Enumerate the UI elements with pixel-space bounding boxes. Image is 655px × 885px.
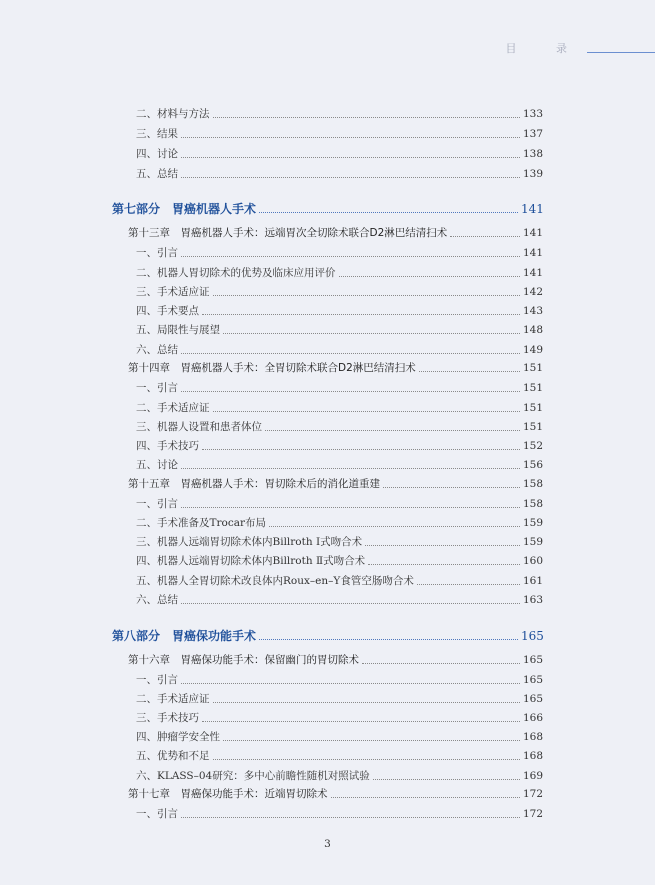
toc-item-row[interactable] — [0, 105, 655, 121]
dot-leader — [365, 544, 520, 546]
toc-page-number: 165 — [523, 674, 544, 686]
toc-page-number: 151 — [523, 421, 544, 433]
toc-page-number: 172 — [523, 788, 544, 800]
toc-item-row[interactable] — [0, 264, 655, 280]
dot-leader — [181, 255, 520, 257]
toc-page-number: 151 — [523, 402, 544, 414]
dot-leader — [213, 758, 521, 760]
toc-entry-title: 四、手术技巧 — [136, 440, 199, 452]
dot-leader — [181, 390, 520, 392]
dot-leader — [269, 525, 520, 527]
toc-part-row[interactable] — [0, 625, 655, 643]
toc-item-row[interactable] — [0, 418, 655, 434]
toc-item-row[interactable] — [0, 533, 655, 549]
dot-leader — [362, 662, 520, 664]
toc-page-number: 168 — [523, 750, 544, 762]
toc-entry-title: 第十三章 胃癌机器人手术：远端胃次全切除术联合D2淋巴结清扫术 — [128, 227, 448, 239]
dot-leader — [202, 313, 520, 315]
dot-leader — [213, 410, 521, 412]
dot-leader — [223, 739, 520, 741]
toc-entry-title: 第十七章 胃癌保功能手术：近端胃切除术 — [128, 788, 328, 800]
dot-leader — [181, 352, 520, 354]
toc-page-number: 141 — [523, 267, 544, 279]
toc-chapter-row[interactable] — [0, 475, 655, 491]
toc-page-number: 168 — [523, 731, 544, 743]
dot-leader — [368, 563, 520, 565]
toc-item-row[interactable] — [0, 165, 655, 181]
dot-leader — [181, 506, 520, 508]
toc-entry-title: 三、机器人远端胃切除术体内Billroth Ⅰ式吻合术 — [136, 536, 363, 548]
dot-leader — [419, 370, 520, 372]
toc-page-number: 159 — [523, 517, 544, 529]
dot-leader — [339, 275, 521, 277]
dot-leader — [331, 796, 521, 798]
toc-item-row[interactable] — [0, 728, 655, 744]
toc-page-number: 169 — [523, 770, 544, 782]
dot-leader — [181, 136, 520, 138]
toc-entry-title: 二、机器人胃切除术的优势及临床应用评价 — [136, 267, 336, 279]
toc-item-row[interactable] — [0, 591, 655, 607]
toc-entry-title: 四、肿瘤学安全性 — [136, 731, 220, 743]
toc-item-row[interactable] — [0, 437, 655, 453]
dot-leader — [213, 701, 521, 703]
toc-page-number: 149 — [523, 344, 544, 356]
toc-page-number: 143 — [523, 305, 544, 317]
toc-page-number: 151 — [523, 362, 544, 374]
dot-leader — [202, 720, 520, 722]
toc-item-row[interactable] — [0, 514, 655, 530]
page-number: 3 — [324, 838, 331, 850]
toc-item-row[interactable] — [0, 125, 655, 141]
toc-item-row[interactable] — [0, 244, 655, 260]
toc-item-row[interactable] — [0, 321, 655, 337]
dot-leader — [181, 467, 520, 469]
dot-leader — [259, 638, 518, 640]
toc-page-number: 158 — [523, 498, 544, 510]
toc-entry-title: 一、引言 — [136, 382, 178, 394]
toc-entry-title: 第七部分 胃癌机器人手术 — [112, 202, 257, 216]
toc-page-number: 138 — [523, 148, 544, 160]
toc-item-row[interactable] — [0, 552, 655, 568]
toc-page-number: 172 — [523, 808, 544, 820]
dot-leader — [223, 332, 520, 334]
toc-entry-title: 五、总结 — [136, 168, 178, 180]
toc-entry-title: 六、总结 — [136, 594, 178, 606]
dot-leader — [181, 682, 520, 684]
toc-entry-title: 三、机器人设置和患者体位 — [136, 421, 262, 433]
toc-entry-title: 五、讨论 — [136, 459, 178, 471]
toc-item-row[interactable] — [0, 747, 655, 763]
toc-item-row[interactable] — [0, 709, 655, 725]
toc-page-number: 142 — [523, 286, 544, 298]
dot-leader — [181, 156, 520, 158]
toc-entry-title: 二、手术准备及Trocar布局 — [136, 517, 267, 529]
toc-entry-title: 一、引言 — [136, 498, 178, 510]
toc-chapter-row[interactable] — [0, 224, 655, 240]
toc-item-row[interactable] — [0, 283, 655, 299]
toc-part-row[interactable] — [0, 198, 655, 216]
toc-item-row[interactable] — [0, 495, 655, 511]
toc-item-row[interactable] — [0, 690, 655, 706]
toc-page-number: 158 — [523, 478, 544, 490]
toc-page-number: 133 — [523, 108, 544, 120]
toc-entry-title: 第八部分 胃癌保功能手术 — [112, 629, 257, 643]
dot-leader — [213, 294, 521, 296]
toc-entry-title: 三、手术适应证 — [136, 286, 210, 298]
dot-leader — [181, 602, 520, 604]
toc-entry-title: 一、引言 — [136, 247, 178, 259]
toc-item-row[interactable] — [0, 767, 655, 783]
toc-entry-title: 二、手术适应证 — [136, 693, 210, 705]
toc-item-row[interactable] — [0, 805, 655, 821]
toc-page-number: 148 — [523, 324, 544, 336]
toc-entry-title: 五、机器人全胃切除术改良体内Roux–en–Y食管空肠吻合术 — [136, 575, 414, 587]
toc-entry-title: 一、引言 — [136, 674, 178, 686]
dot-leader — [265, 429, 520, 431]
dot-leader — [450, 235, 520, 237]
toc-chapter-row[interactable] — [0, 651, 655, 667]
toc-entry-title: 第十六章 胃癌保功能手术：保留幽门的胃切除术 — [128, 654, 359, 666]
dot-leader — [213, 116, 521, 118]
toc-page-number: 137 — [523, 128, 544, 140]
toc-entry-title: 六、KLASS–04研究：多中心前瞻性随机对照试验 — [136, 770, 370, 782]
toc-entry-title: 第十五章 胃癌机器人手术：胃切除术后的消化道重建 — [128, 478, 380, 490]
toc-page-number: 151 — [523, 382, 544, 394]
toc-page-number: 141 — [521, 202, 544, 216]
dot-leader — [181, 816, 520, 818]
toc-chapter-row[interactable] — [0, 785, 655, 801]
dot-leader — [181, 176, 520, 178]
toc-page-number: 166 — [523, 712, 544, 724]
toc-entry-title: 四、机器人远端胃切除术体内Billroth Ⅱ式吻合术 — [136, 555, 366, 567]
toc-entry-title: 二、材料与方法 — [136, 108, 210, 120]
toc-item-row[interactable] — [0, 341, 655, 357]
dot-leader — [202, 448, 520, 450]
toc-item-row[interactable] — [0, 379, 655, 395]
toc-page-number: 165 — [523, 654, 544, 666]
dot-leader — [383, 486, 520, 488]
toc-entry-title: 五、局限性与展望 — [136, 324, 220, 336]
toc-entry-title: 五、优势和不足 — [136, 750, 210, 762]
toc-item-row[interactable] — [0, 399, 655, 415]
toc-entry-title: 三、结果 — [136, 128, 178, 140]
toc-page-number: 159 — [523, 536, 544, 548]
toc-item-row[interactable] — [0, 145, 655, 161]
toc-entry-title: 三、手术技巧 — [136, 712, 199, 724]
toc-page-number: 152 — [523, 440, 544, 452]
dot-leader — [259, 211, 518, 213]
toc-item-row[interactable] — [0, 302, 655, 318]
toc-page-number: 165 — [521, 629, 544, 643]
toc-page-number: 160 — [523, 555, 544, 567]
header-title: 目 录 — [505, 42, 585, 55]
dot-leader — [373, 778, 520, 780]
header-rule — [587, 52, 655, 53]
toc-page-number: 139 — [523, 168, 544, 180]
toc-entry-title: 二、手术适应证 — [136, 402, 210, 414]
toc-item-row[interactable] — [0, 572, 655, 588]
toc-entry-title: 一、引言 — [136, 808, 178, 820]
running-header — [0, 40, 655, 60]
toc-page-number: 156 — [523, 459, 544, 471]
toc-entry-title: 四、讨论 — [136, 148, 178, 160]
toc-entry-title: 六、总结 — [136, 344, 178, 356]
toc-page-number: 161 — [523, 575, 544, 587]
toc-page-number: 141 — [523, 227, 544, 239]
toc-page-number: 163 — [523, 594, 544, 606]
dot-leader — [417, 583, 520, 585]
toc-item-row[interactable] — [0, 456, 655, 472]
toc-entry-title: 第十四章 胃癌机器人手术：全胃切除术联合D2淋巴结清扫术 — [128, 362, 416, 374]
toc-page-number: 165 — [523, 693, 544, 705]
toc-chapter-row[interactable] — [0, 359, 655, 375]
toc-item-row[interactable] — [0, 671, 655, 687]
toc-entry-title: 四、手术要点 — [136, 305, 199, 317]
toc-page-number: 141 — [523, 247, 544, 259]
